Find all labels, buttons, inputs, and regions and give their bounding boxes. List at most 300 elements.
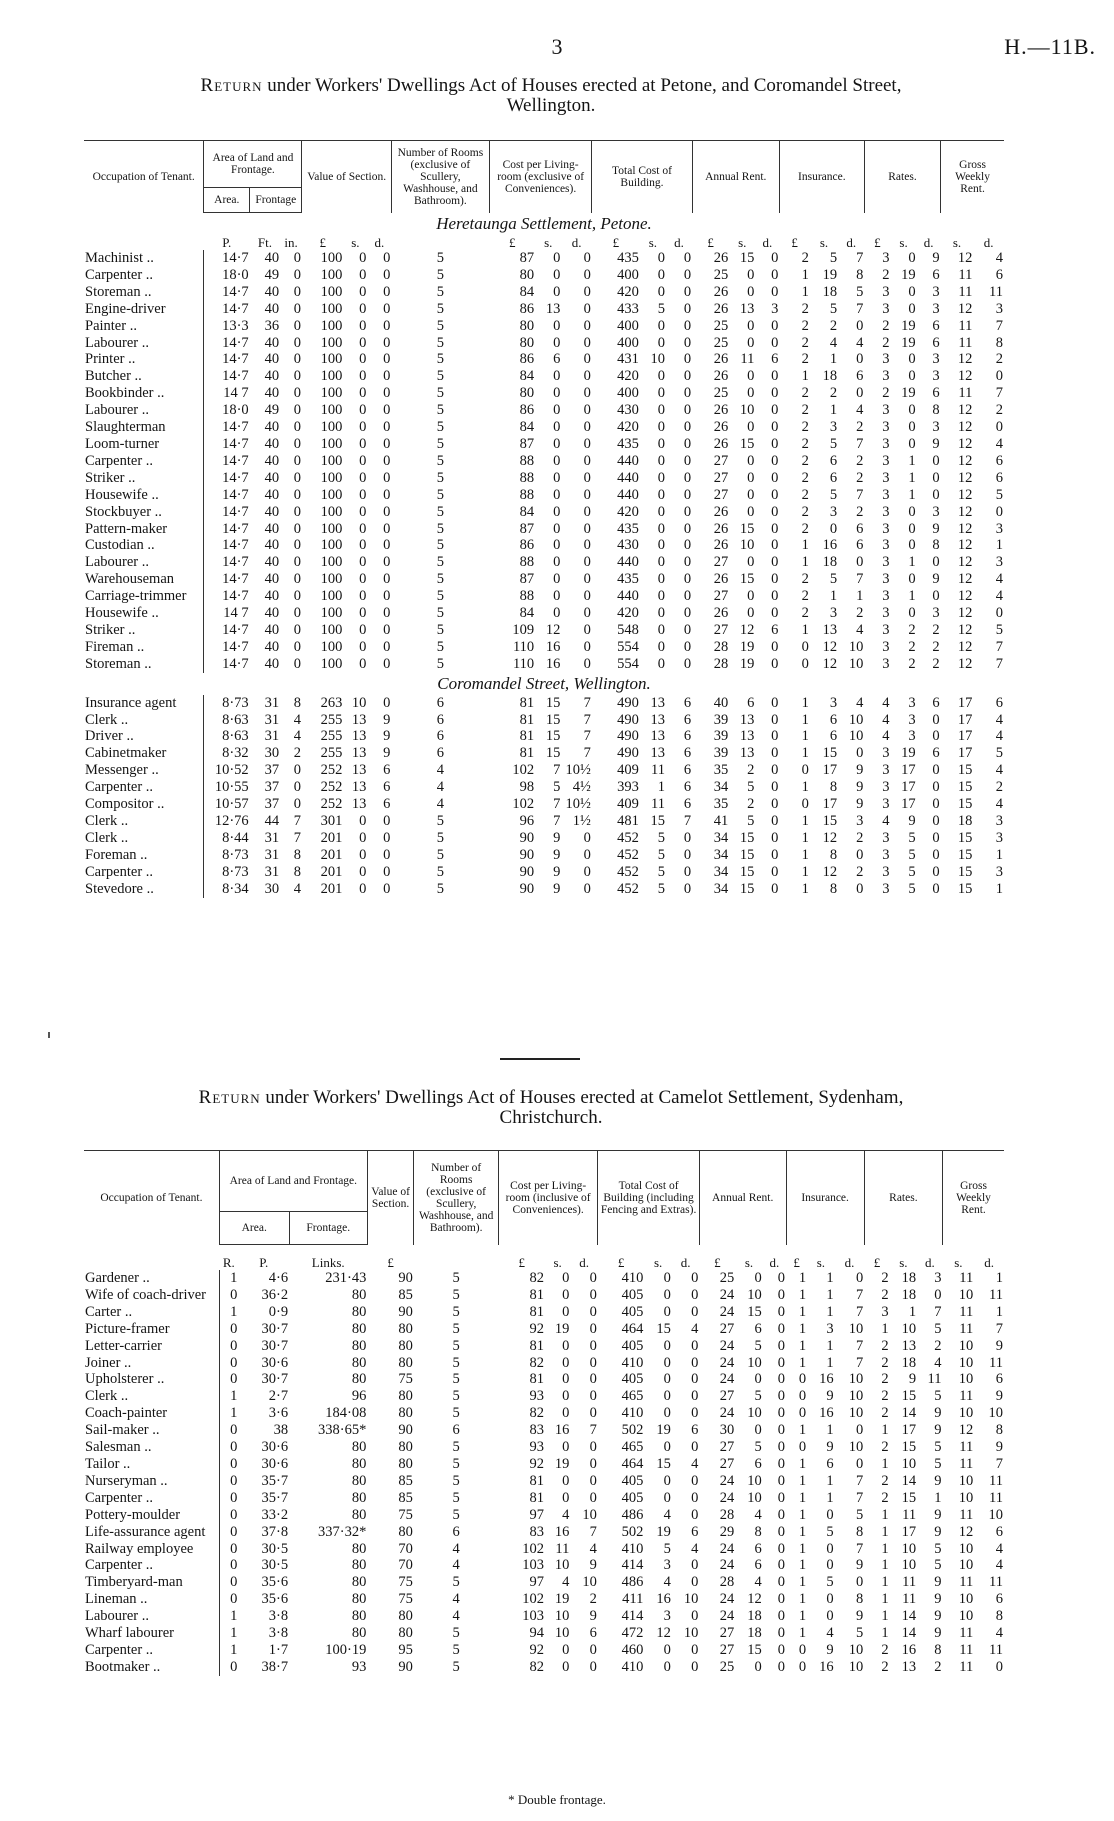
value-cell: 11 (959, 1574, 974, 1591)
value-cell: 1 (801, 846, 809, 863)
value-cell: 0 (683, 880, 692, 897)
value-cell: 6 (383, 762, 391, 779)
value-cell: 6 (829, 711, 838, 728)
value-cell: 2 (882, 334, 890, 351)
value-cell: 0 (683, 537, 692, 554)
value-cell: 0 (777, 1405, 786, 1422)
value-cell: 2 (801, 317, 809, 334)
value-cell: 405 (621, 1286, 644, 1303)
value-cell: 3 (882, 655, 890, 672)
value-cell: 0 (747, 554, 755, 571)
value-cell: 7 (293, 813, 301, 829)
value-cell: 8·44 (204, 830, 250, 847)
value-cell: 1 (801, 745, 809, 762)
value-cell: 27 (713, 452, 729, 469)
unit-label: d. (923, 235, 934, 250)
value-cell: 0 (562, 1337, 570, 1354)
header-rates: Rates. (864, 141, 940, 213)
value-cell: 14·7 (204, 284, 250, 301)
value-cell: 38·7 (261, 1658, 289, 1675)
value-cell: 0 (683, 554, 692, 571)
value-cell: 0 (777, 1354, 786, 1371)
value-cell: 338·65* (318, 1422, 367, 1439)
value-cell: 0 (383, 694, 391, 711)
value-cell: 18 (957, 813, 973, 829)
value-cell: 0 (293, 486, 301, 503)
value-cell: 19 (554, 1320, 570, 1337)
value-cell: 82 (529, 1658, 544, 1675)
value-cell: 0 (777, 1658, 786, 1675)
value-cell: 82 (529, 1354, 544, 1371)
value-cell: 10 (650, 351, 665, 368)
value-cell: 0 (663, 1303, 671, 1320)
table-row (84, 1574, 1004, 1591)
occupation-cell: Labourer .. (85, 402, 150, 419)
value-cell: 0 (553, 554, 561, 571)
value-cell: 0 (359, 351, 367, 368)
value-cell: 0 (908, 605, 916, 622)
value-cell: 0 (691, 1286, 699, 1303)
value-cell: 0 (293, 537, 301, 554)
value-cell: 5 (452, 1506, 460, 1523)
value-cell: 5 (452, 1489, 460, 1506)
value-cell: 0 (798, 1388, 807, 1405)
value-cell: 1 (219, 1608, 238, 1625)
value-cell: 10 (351, 694, 367, 711)
value-cell: 83 (529, 1523, 544, 1540)
value-cell: 70 (398, 1540, 413, 1557)
value-cell: 5 (663, 1540, 671, 1557)
value-cell: 40 (264, 588, 280, 605)
value-cell: 11 (959, 1625, 974, 1642)
value-cell: 0 (589, 1388, 597, 1405)
occupation-cell: Loom-turner (85, 435, 160, 452)
value-cell: 0 (747, 469, 755, 486)
value-cell: 10 (988, 1506, 1003, 1523)
value-cell: 0 (771, 452, 779, 469)
table-row (84, 1541, 1004, 1558)
value-cell: 430 (617, 402, 639, 419)
value-cell: 7 (995, 638, 1003, 655)
value-cell: 14·7 (204, 504, 250, 521)
value-cell: 0 (932, 711, 940, 728)
value-cell: 0 (683, 605, 692, 622)
value-cell: 4 (754, 1574, 762, 1591)
value-cell: 0 (683, 250, 692, 266)
value-cell: 263 (320, 694, 343, 711)
value-cell: 405 (621, 1303, 644, 1320)
value-cell: 10·57 (204, 796, 250, 813)
value-cell: 2 (829, 385, 838, 402)
value-cell: 0 (777, 1523, 786, 1540)
value-cell: 4 (452, 1557, 460, 1574)
occupation-cell: Life-assurance agent (85, 1523, 206, 1540)
header-cost-room: Cost per Living-room (inclusive of Conveniences). (498, 1151, 597, 1245)
value-cell: 9 (553, 880, 561, 897)
value-cell: 2 (801, 435, 809, 452)
value-cell: 1 (881, 1608, 889, 1625)
value-cell: 0 (583, 503, 591, 520)
value-cell: 3 (882, 351, 890, 368)
value-cell: 0 (562, 1371, 570, 1388)
value-cell: 15 (957, 863, 973, 880)
value-cell: 100 (320, 250, 343, 266)
value-cell: 5 (436, 537, 444, 554)
value-cell: 0 (383, 469, 391, 486)
value-cell: 4 (829, 334, 838, 351)
value-cell: 0 (589, 1405, 597, 1422)
value-cell: 2 (829, 317, 838, 334)
value-cell: 0 (553, 435, 561, 452)
table-row (84, 1625, 1004, 1642)
value-cell: 100 (320, 419, 343, 436)
value-cell: 0 (383, 317, 391, 334)
value-cell: 0 (293, 300, 301, 317)
value-cell: 5 (452, 1286, 460, 1303)
value-cell: 0 (908, 283, 916, 300)
value-cell: 0 (359, 605, 367, 622)
occupation-cell: Clerk .. (85, 813, 129, 829)
value-cell: 87 (519, 571, 535, 588)
value-cell: 502 (621, 1523, 644, 1540)
value-cell: 0 (383, 554, 391, 571)
table-row (84, 1355, 1004, 1372)
value-cell: 84 (519, 605, 535, 622)
value-cell: 0 (932, 762, 940, 779)
value-cell: 0 (657, 469, 665, 486)
value-cell: 7 (856, 1286, 864, 1303)
value-cell: 6 (383, 779, 391, 796)
value-cell: 0 (359, 419, 367, 436)
value-cell: 6 (771, 351, 779, 368)
value-cell: 1 (801, 283, 809, 300)
value-cell: 0 (383, 283, 391, 300)
value-cell: 0 (826, 1506, 834, 1523)
value-cell: 0 (383, 486, 391, 503)
value-cell: 15 (957, 779, 973, 796)
value-cell: 0 (657, 266, 665, 283)
value-cell: 5 (436, 402, 444, 419)
value-cell: 0 (683, 829, 692, 846)
value-cell: 5 (908, 880, 916, 897)
value-cell: 100 (320, 266, 343, 283)
value-cell: 1 (908, 554, 916, 571)
value-cell: 3 (856, 813, 864, 829)
value-cell: 30 (719, 1422, 735, 1439)
value-cell: 14·7 (204, 419, 250, 436)
value-cell: 400 (617, 317, 639, 334)
value-cell: 4 (691, 1455, 699, 1472)
value-cell: 0 (683, 385, 692, 402)
value-cell: 0 (908, 368, 916, 385)
value-cell: 3 (882, 452, 890, 469)
value-cell: 17 (901, 1523, 917, 1540)
value-cell: 49 (264, 402, 280, 419)
value-cell: 6 (683, 694, 692, 711)
value-cell: 6 (829, 469, 838, 486)
value-cell: 0 (691, 1388, 699, 1405)
value-cell: 14 7 (204, 605, 250, 622)
value-cell: 2 (589, 1591, 597, 1608)
value-cell: 0 (359, 334, 367, 351)
value-cell: 14·7 (204, 351, 250, 368)
value-cell: 100 (320, 655, 343, 672)
value-cell: 6 (856, 520, 864, 537)
unit-label: £ (873, 1255, 881, 1270)
value-cell: 5 (436, 469, 444, 486)
value-cell: 15 (957, 762, 973, 779)
value-cell: 0 (798, 1439, 807, 1456)
value-cell: 5 (436, 621, 444, 638)
value-cell: 3 (932, 605, 940, 622)
value-cell: 7 (589, 1422, 597, 1439)
value-cell: 0 (663, 1405, 671, 1422)
value-cell: 0 (771, 402, 779, 419)
value-cell: 5 (747, 779, 755, 796)
value-cell: 26 (713, 300, 729, 317)
value-cell: 93 (529, 1388, 544, 1405)
value-cell: 4 (995, 1540, 1003, 1557)
value-cell: 90 (519, 829, 535, 846)
value-cell: 13 (822, 621, 838, 638)
spacer-cell (84, 1245, 1004, 1256)
value-cell: 3 (882, 300, 890, 317)
value-cell: 24 (719, 1540, 735, 1557)
value-cell: 410 (621, 1540, 644, 1557)
value-cell: 0 (583, 334, 591, 351)
value-cell: 0 (932, 469, 940, 486)
occupation-cell: Cabinetmaker (85, 745, 167, 762)
value-cell: 0 (747, 266, 755, 283)
unit-label: s. (954, 1255, 963, 1270)
value-cell: 4 (995, 1557, 1003, 1574)
value-cell: 9 (826, 1641, 834, 1658)
value-cell: 6 (995, 1523, 1003, 1540)
value-cell: 2 (856, 452, 864, 469)
table2-title-lead: Return (198, 1087, 261, 1108)
value-cell: 12 (957, 520, 973, 537)
value-cell: 8 (856, 1591, 864, 1608)
value-cell: 40 (264, 334, 280, 351)
unit-label: £ (874, 235, 881, 250)
table-row (84, 301, 1004, 318)
value-cell: 13 (351, 728, 367, 745)
value-cell: 13 (739, 711, 755, 728)
value-cell: 27 (713, 621, 729, 638)
value-cell: 4 (995, 588, 1003, 605)
value-cell: 15 (822, 745, 838, 762)
value-cell: 3 (932, 368, 940, 385)
value-cell: 80 (398, 1455, 413, 1472)
table-row (84, 250, 1004, 267)
value-cell: 2 (801, 520, 809, 537)
value-cell: 0 (583, 621, 591, 638)
value-cell: 5 (657, 863, 665, 880)
value-cell: 3 (882, 554, 890, 571)
value-cell: 5 (436, 846, 444, 863)
value-cell: 14·7 (204, 588, 250, 605)
value-cell: 11 (902, 1574, 917, 1591)
value-cell: 7 (856, 1489, 864, 1506)
value-cell: 0 (798, 1405, 807, 1422)
value-cell: 0 (562, 1472, 570, 1489)
value-cell: 0 (562, 1270, 570, 1286)
value-cell: 435 (617, 250, 639, 266)
value-cell: 39 (713, 711, 729, 728)
occupation-cell: Letter-carrier (85, 1337, 162, 1354)
value-cell: 11 (989, 1286, 1003, 1303)
value-cell: 3 (908, 711, 916, 728)
value-cell: 0 (553, 486, 561, 503)
value-cell: 2 (856, 605, 864, 622)
value-cell: 0 (777, 1506, 786, 1523)
value-cell: 9 (932, 520, 940, 537)
value-cell: 88 (519, 452, 535, 469)
value-cell: 0 (771, 317, 779, 334)
value-cell: 86 (519, 537, 535, 554)
value-cell: 0 (589, 1489, 597, 1506)
value-cell: 0 (771, 537, 779, 554)
value-cell: 19 (901, 317, 916, 334)
value-cell: 405 (621, 1489, 644, 1506)
value-cell: 80 (351, 1439, 367, 1456)
value-cell: 13 (739, 300, 755, 317)
value-cell: 0 (771, 266, 779, 283)
value-cell: 0 (908, 571, 916, 588)
value-cell: 12 (957, 402, 973, 419)
value-cell: 92 (529, 1455, 544, 1472)
value-cell: 0 (771, 486, 779, 503)
value-cell: 40 (264, 351, 280, 368)
value-cell: 8·32 (204, 745, 250, 762)
value-cell: 100 (320, 621, 343, 638)
value-cell: 0 (553, 419, 561, 436)
table-row (84, 695, 1004, 712)
value-cell: 452 (617, 880, 639, 897)
value-cell: 14·7 (204, 656, 250, 673)
header-area: Area. (219, 1212, 289, 1245)
value-cell: 9 (856, 1608, 864, 1625)
value-cell: 17 (822, 762, 838, 779)
value-cell: 0 (219, 1507, 238, 1524)
value-cell: 0 (908, 419, 916, 436)
table-row (84, 779, 1004, 796)
value-cell: 7 (995, 317, 1003, 334)
value-cell: 0 (359, 829, 367, 846)
value-cell: 5 (436, 829, 444, 846)
value-cell: 5 (908, 846, 916, 863)
value-cell: 6 (995, 469, 1003, 486)
table-row (84, 402, 1004, 419)
value-cell: 6 (683, 779, 692, 796)
value-cell: 2 (932, 621, 940, 638)
value-cell: 0 (777, 1540, 786, 1557)
value-cell: 0 (589, 1270, 597, 1286)
value-cell: 100 (320, 554, 343, 571)
table-row (84, 1524, 1004, 1541)
value-cell: 80 (351, 1371, 367, 1388)
value-cell: 8 (995, 1608, 1003, 1625)
value-cell: 83 (529, 1422, 544, 1439)
value-cell: 13·3 (204, 318, 250, 335)
occupation-cell: Striker .. (85, 469, 136, 486)
value-cell: 14·7 (204, 521, 250, 538)
value-cell: 16 (545, 655, 561, 672)
value-cell: 0 (293, 520, 301, 537)
unit-label: s. (819, 235, 829, 250)
value-cell: 0 (383, 334, 391, 351)
value-cell: 0 (771, 334, 779, 351)
value-cell: 16 (901, 1641, 917, 1658)
value-cell: 0 (747, 605, 755, 622)
value-cell: 6 (829, 728, 838, 745)
value-cell: 472 (621, 1625, 644, 1642)
occupation-cell: Carpenter .. (85, 1489, 154, 1506)
value-cell: 100 (320, 486, 343, 503)
value-cell: 34 (713, 846, 729, 863)
value-cell: 5 (553, 779, 561, 796)
unit-label: £ (617, 1255, 625, 1270)
value-cell: 2 (995, 779, 1003, 796)
value-cell: 9 (383, 728, 391, 745)
occupation-cell: Striker .. (85, 621, 136, 638)
value-cell: 0 (583, 402, 591, 419)
value-cell: 0 (583, 829, 591, 846)
table-row (84, 712, 1004, 729)
value-cell: 93 (351, 1658, 367, 1675)
value-cell: 4 (663, 1506, 671, 1523)
value-cell: 0 (293, 469, 301, 486)
value-cell: 2 (801, 469, 809, 486)
value-cell: 18 (901, 1354, 917, 1371)
table1-title-rest: under Workers' Dwellings Act of Houses erected at Petone, and Coromandel Street, (267, 75, 902, 96)
value-cell: 5 (452, 1270, 460, 1286)
value-cell: 15 (739, 520, 755, 537)
header-frontage: Frontage (250, 188, 302, 213)
value-cell: 0 (683, 503, 692, 520)
value-cell: 4 (995, 250, 1003, 266)
value-cell: 0 (293, 762, 301, 779)
value-cell: 0 (562, 1286, 570, 1303)
value-cell: 0 (219, 1541, 238, 1558)
value-cell: 93 (529, 1439, 544, 1456)
value-cell: 8 (932, 402, 940, 419)
value-cell: 5 (826, 1574, 834, 1591)
value-cell: 11 (989, 1489, 1003, 1506)
occupation-cell: Housewife .. (85, 486, 159, 503)
value-cell: 80 (351, 1506, 367, 1523)
value-cell: 0 (683, 419, 692, 436)
value-cell: 96 (519, 813, 535, 829)
value-cell: 0·9 (268, 1303, 289, 1320)
value-cell: 12·76 (204, 813, 250, 830)
value-cell: 80 (519, 334, 535, 351)
value-cell: 27 (719, 1439, 735, 1456)
value-cell: 100 (320, 571, 343, 588)
value-cell: 1 (908, 452, 916, 469)
value-cell: 14 (901, 1405, 917, 1422)
value-cell: 40 (264, 250, 280, 266)
value-cell: 40 (264, 605, 280, 622)
value-cell: 0 (691, 1354, 699, 1371)
value-cell: 1 (798, 1320, 807, 1337)
value-cell: 0 (663, 1270, 671, 1286)
value-cell: 3 (882, 880, 890, 897)
value-cell: 15 (822, 813, 838, 829)
value-cell: 0 (589, 1286, 597, 1303)
value-cell: 86 (519, 351, 535, 368)
unit-label: s. (544, 235, 553, 250)
